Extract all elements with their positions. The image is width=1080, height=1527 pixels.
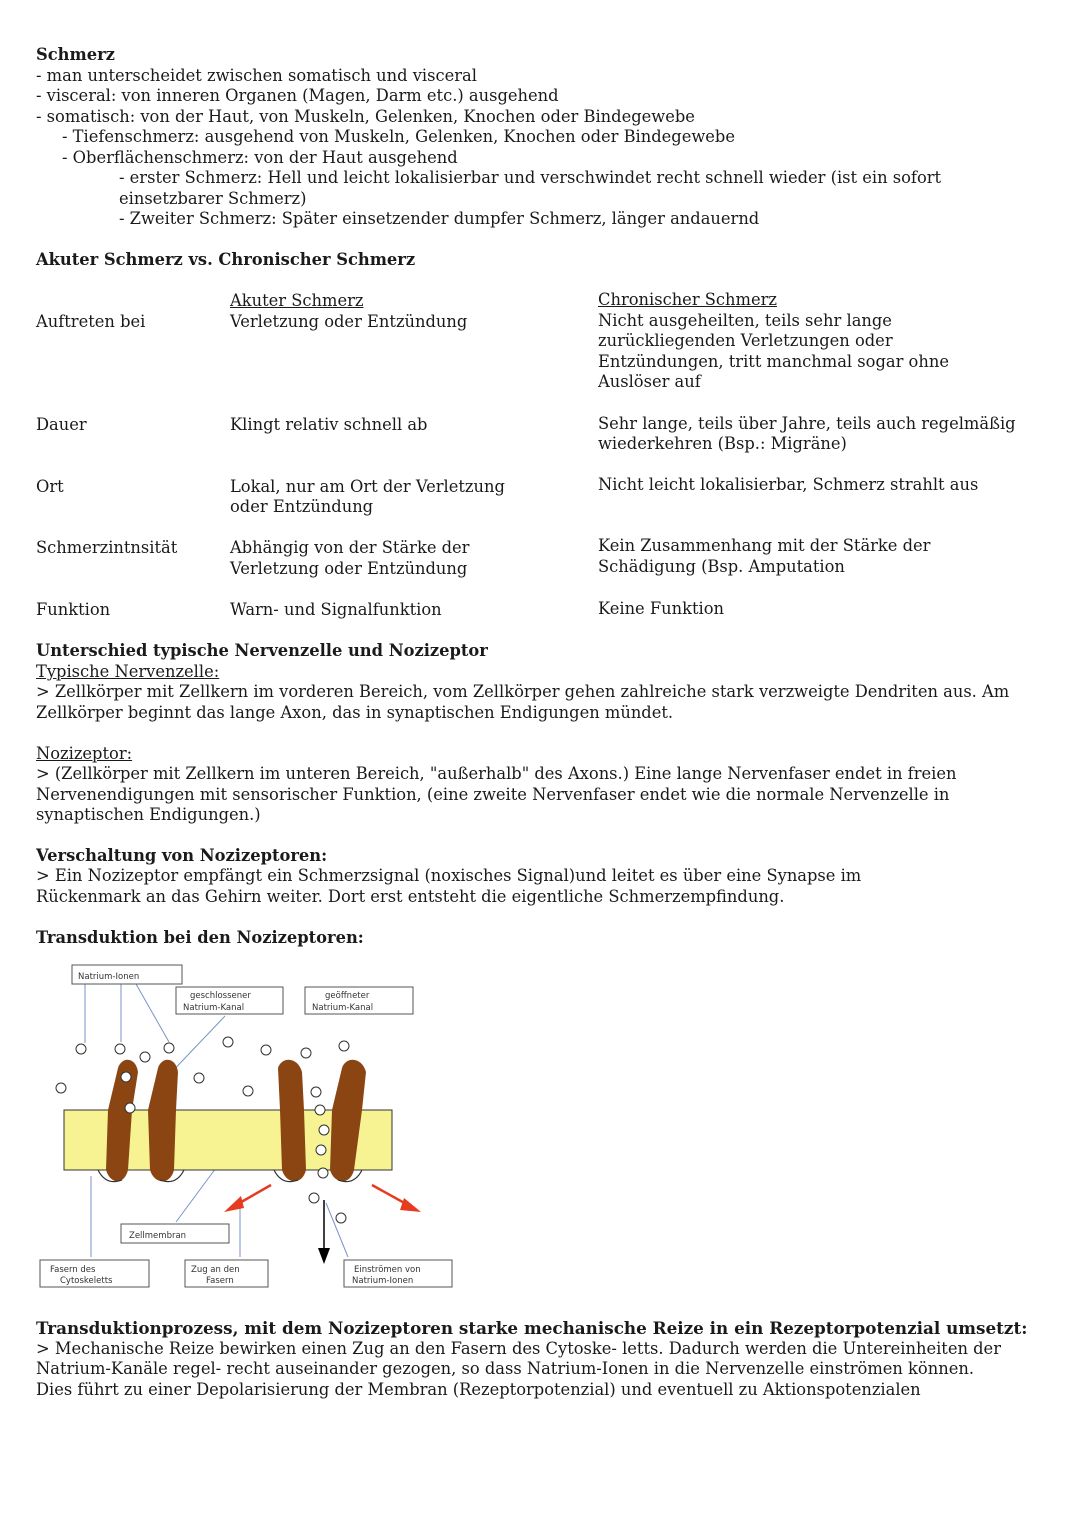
text-line: - erster Schmerz: Hell und leicht lokalisierbar und verschwindet recht schnell wieder (ist ein sofort xyxy=(119,168,942,187)
cell-chronisch: Nicht ausgeheilten, teils sehr lange xyxy=(598,311,892,330)
label-einstroemen: Natrium-Ionen xyxy=(352,1276,414,1286)
column-header-akut: Akuter Schmerz xyxy=(230,291,364,310)
label-open-channel: Natrium-Kanal xyxy=(312,1003,374,1013)
cell-chronisch: Entzündungen, tritt manchmal sogar ohne xyxy=(598,352,949,371)
label-zug: Fasern xyxy=(206,1276,234,1286)
text-line: einsetzbarer Schmerz) xyxy=(119,189,307,208)
cell-chronisch: Schädigung (Bsp. Amputation xyxy=(598,557,845,576)
row-label: Ort xyxy=(36,477,64,496)
cell-chronisch: Keine Funktion xyxy=(598,599,725,618)
text-line: synaptischen Endigungen.) xyxy=(36,805,261,824)
text-line: - Oberflächenschmerz: von der Haut ausgehend xyxy=(62,148,458,167)
pull-arrows xyxy=(224,1185,421,1212)
cell-chronisch: Sehr lange, teils über Jahre, teils auch regelmäßig xyxy=(598,414,1016,433)
text-line: > Zellkörper mit Zellkern im vorderen Bereich, vom Zellkörper gehen zahlreiche stark verzweigte Dendriten aus. Am xyxy=(36,682,1010,701)
cell-chronisch: Nicht leicht lokalisierbar, Schmerz strahlt aus xyxy=(598,475,979,494)
section-title-unterschied: Unterschied typische Nervenzelle und Nozizeptor xyxy=(36,641,488,660)
cell-akut: Lokal, nur am Ort der Verletzung xyxy=(230,477,505,496)
cell-akut: Klingt relativ schnell ab xyxy=(230,415,428,434)
label-fasern: Fasern des xyxy=(50,1265,96,1275)
text-line: > Mechanische Reize bewirken einen Zug an den Fasern des Cytoske- letts. Dadurch werden die Untereinheiten der xyxy=(36,1339,1001,1358)
label-closed-channel: geschlossener xyxy=(190,991,251,1001)
row-label: Dauer xyxy=(36,415,87,434)
section-title-transduktion: Transduktion bei den Nozizeptoren: xyxy=(36,928,364,947)
cell-chronisch: Auslöser auf xyxy=(598,372,701,391)
subheading-nozizeptor: Nozizeptor: xyxy=(36,744,133,763)
text-line: Natrium-Kanäle regel- recht auseinander gezogen, so dass Natrium-Ionen in die Nervenzelle einströmen können. xyxy=(36,1359,974,1378)
label-open-channel: geöffneter xyxy=(325,991,370,1001)
subheading-nervenzelle: Typische Nervenzelle: xyxy=(36,662,220,681)
label-natrium-ionen: Natrium-Ionen xyxy=(78,972,140,982)
cell-akut: oder Entzündung xyxy=(230,497,374,516)
text-line: Nervenendigungen mit sensorischer Funktion, (eine zweite Nervenfaser endet wie die normale Nervenzelle in xyxy=(36,785,950,804)
section-title-schmerz: Schmerz xyxy=(36,45,115,64)
cell-chronisch: zurückliegenden Verletzungen oder xyxy=(598,331,893,350)
cell-akut: Abhängig von der Stärke der xyxy=(230,538,470,557)
text-line: Rückenmark an das Gehirn weiter. Dort erst entsteht die eigentliche Schmerzempfindung. xyxy=(36,887,785,906)
cell-akut: Verletzung oder Entzündung xyxy=(230,312,468,331)
text-line: > (Zellkörper mit Zellkern im unteren Bereich, "außerhalb" des Axons.) Eine lange Nervenfaser endet in freien xyxy=(36,764,957,783)
cell-akut: Verletzung oder Entzündung xyxy=(230,559,468,578)
cell-akut: Warn- und Signalfunktion xyxy=(230,600,442,619)
label-einstroemen: Einströmen von xyxy=(354,1265,421,1275)
row-label: Schmerzintnsität xyxy=(36,538,178,557)
text-line: - man unterscheidet zwischen somatisch und visceral xyxy=(36,66,477,85)
label-zug: Zug an den xyxy=(191,1265,240,1275)
text-line: Dies führt zu einer Depolarisierung der Membran (Rezeptorpotenzial) und eventuell zu Aktionspotenzialen xyxy=(36,1380,921,1399)
text-line: > Ein Nozizeptor empfängt ein Schmerzsignal (noxisches Signal)und leitet es über eine Synapse im xyxy=(36,866,862,885)
label-zellmembran: Zellmembran xyxy=(129,1231,187,1241)
cell-chronisch: Kein Zusammenhang mit der Stärke der xyxy=(598,536,931,555)
text-line: - visceral: von inneren Organen (Magen, Darm etc.) ausgehend xyxy=(36,86,559,105)
label-fasern: Cytoskeletts xyxy=(60,1276,113,1286)
section-title-verschaltung: Verschaltung von Nozizeptoren: xyxy=(36,846,328,865)
row-label: Auftreten bei xyxy=(36,312,146,331)
transduction-diagram xyxy=(36,960,476,1295)
column-header-chronisch: Chronischer Schmerz xyxy=(598,290,777,309)
section-title-prozess: Transduktionprozess, mit dem Nozizeptoren starke mechanische Reize in ein Rezeptorpotenzial umsetzt: xyxy=(36,1318,1028,1338)
section-title-vergleich: Akuter Schmerz vs. Chronischer Schmerz xyxy=(36,250,416,269)
row-label: Funktion xyxy=(36,600,111,619)
text-line: Zellkörper beginnt das lange Axon, das in synaptischen Endigungen mündet. xyxy=(36,703,674,722)
label-closed-channel: Natrium-Kanal xyxy=(183,1003,245,1013)
text-line: - Tiefenschmerz: ausgehend von Muskeln, Gelenken, Knochen oder Bindegewebe xyxy=(62,127,735,146)
cell-chronisch: wiederkehren (Bsp.: Migräne) xyxy=(598,434,847,453)
text-line: - somatisch: von der Haut, von Muskeln, Gelenken, Knochen oder Bindegewebe xyxy=(36,107,695,126)
text-line: - Zweiter Schmerz: Später einsetzender dumpfer Schmerz, länger andauernd xyxy=(119,209,760,228)
